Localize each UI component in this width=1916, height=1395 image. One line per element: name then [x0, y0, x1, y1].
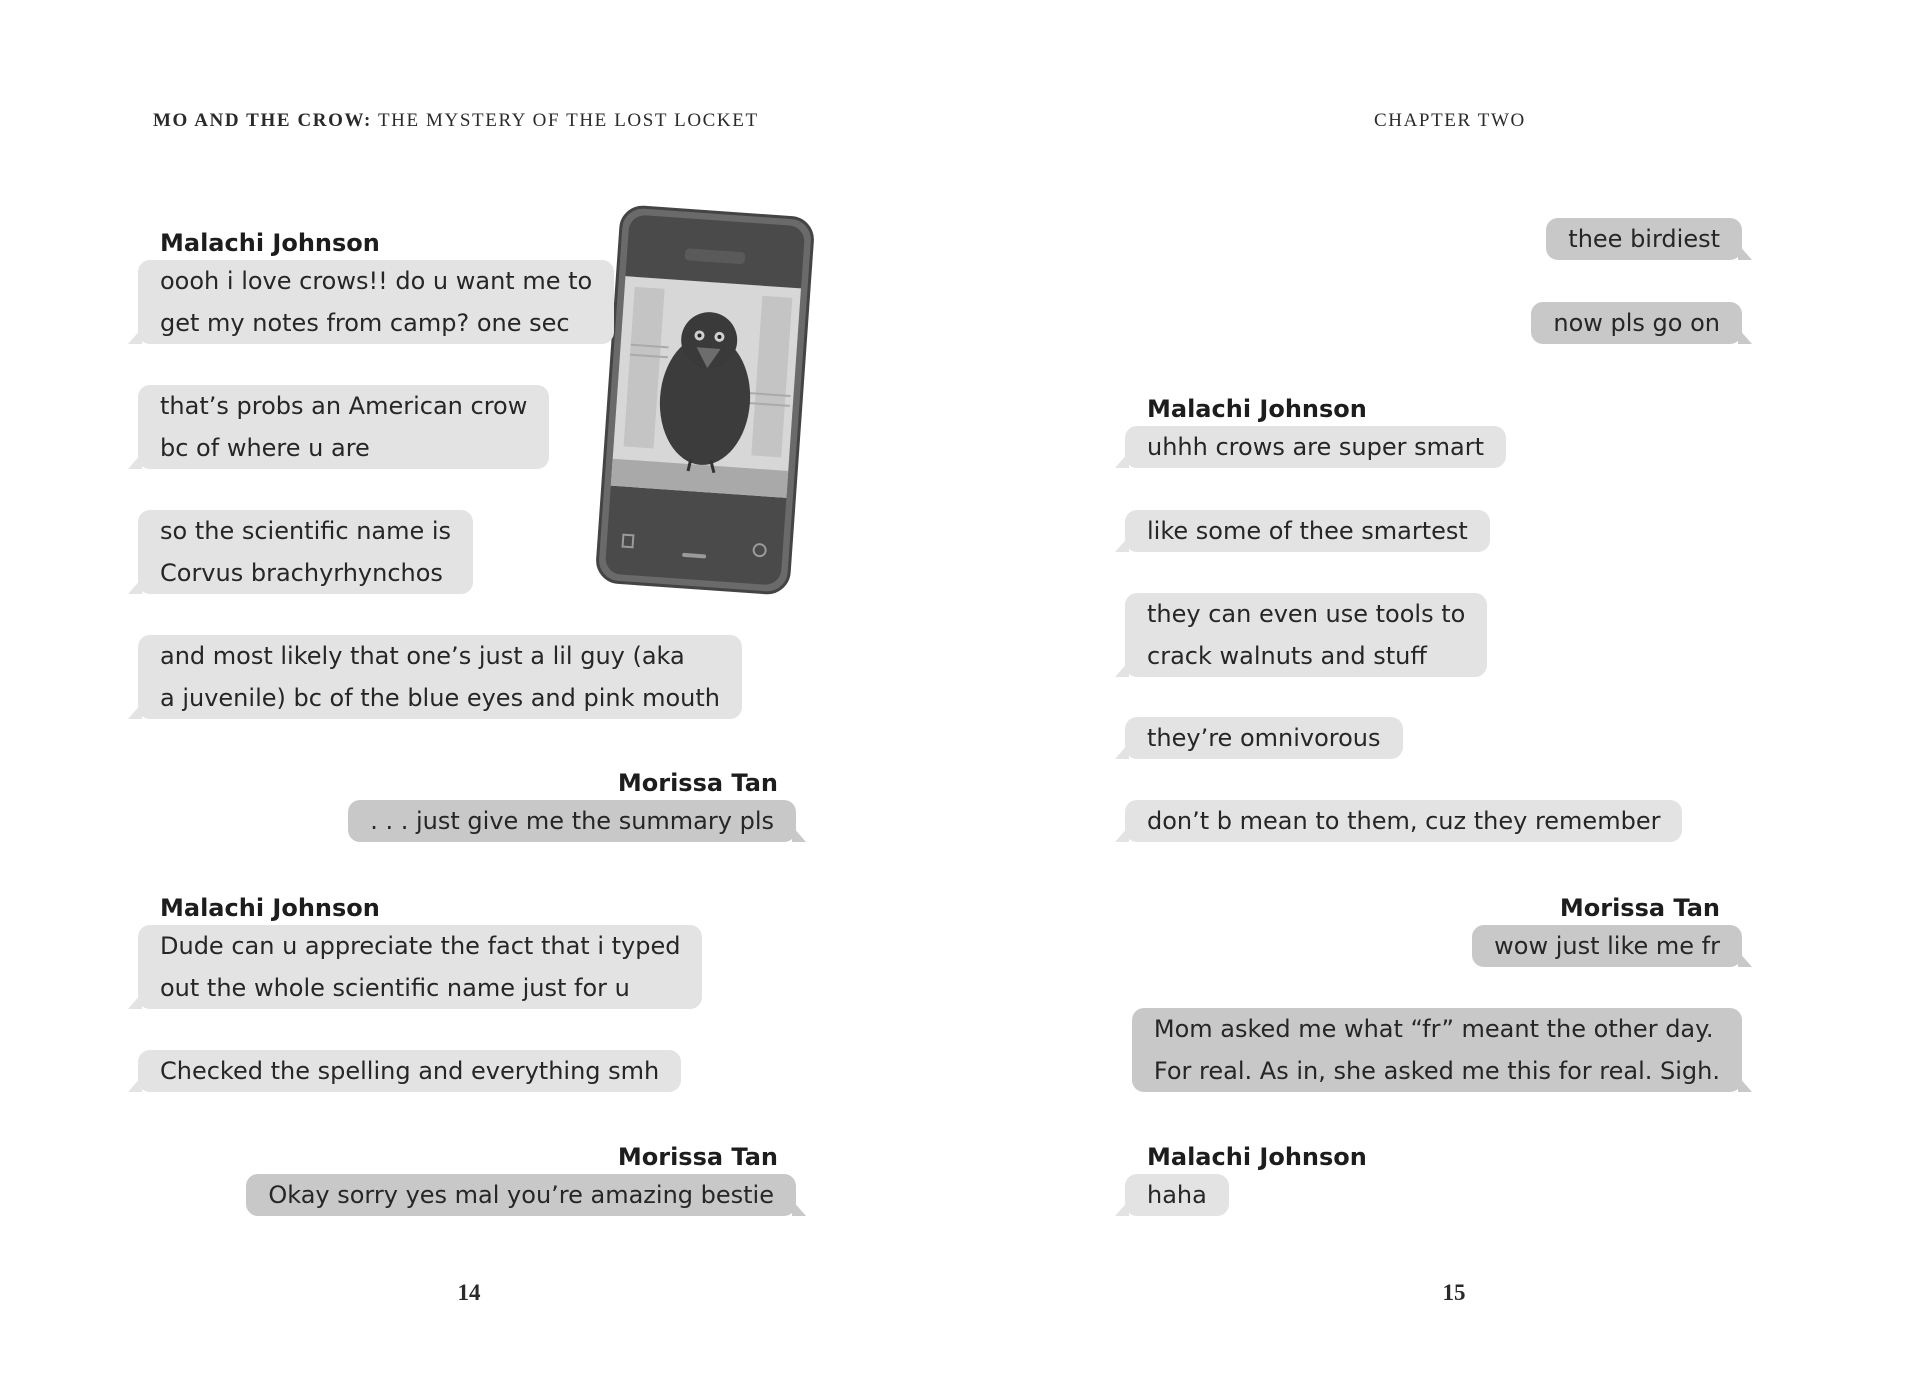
message-bubble [1125, 717, 1403, 759]
message-line: oooh i love crows!! do u want me to [160, 267, 593, 295]
message-bubble [138, 510, 473, 594]
message-line: haha [1147, 1181, 1207, 1209]
message-bubble [138, 925, 702, 1009]
message-bubble [138, 260, 614, 344]
page-number: 15 [1442, 1280, 1466, 1305]
message-bubble [348, 800, 796, 842]
message-line: that’s probs an American crow [160, 392, 528, 420]
message-line: they’re omnivorous [1147, 724, 1381, 752]
message-line: they can even use tools to [1147, 600, 1466, 628]
message-line: now pls go on [1553, 309, 1720, 337]
message-line: a juvenile) bc of the blue eyes and pink mouth [160, 684, 721, 712]
message-bubble [1132, 1008, 1742, 1092]
message-line: . . . just give me the summary pls [370, 807, 774, 835]
sender-name: Morissa Tan [617, 769, 778, 797]
page-number: 14 [457, 1280, 481, 1305]
running-head-right: CHAPTER TWO [1374, 110, 1526, 131]
message-line: uhhh crows are super smart [1147, 433, 1484, 461]
message-bubble [1125, 800, 1682, 842]
sender-name: Malachi Johnson [160, 894, 380, 922]
book-subtitle: THE MYSTERY OF THE LOST LOCKET [371, 110, 759, 131]
message-line: Mom asked me what “fr” meant the other day. [1153, 1015, 1714, 1043]
message-bubble [138, 635, 742, 719]
message-bubble [1531, 302, 1742, 344]
running-head-left [153, 110, 759, 132]
message-bubble [138, 1050, 681, 1092]
book-title: MO AND THE CROW: [153, 110, 372, 131]
sender-name: Malachi Johnson [1147, 1143, 1367, 1171]
sender-name: Morissa Tan [617, 1143, 778, 1171]
message-bubble [1125, 426, 1506, 468]
message-line: bc of where u are [160, 434, 370, 462]
message-line: don’t b mean to them, cuz they remember [1147, 807, 1661, 835]
message-bubble [1546, 218, 1742, 260]
message-line: crack walnuts and stuff [1147, 642, 1427, 670]
message-line: For real. As in, she asked me this for real. Sigh. [1153, 1057, 1720, 1085]
message-line: out the whole scientific name just for u [160, 974, 630, 1002]
message-bubble [1125, 1174, 1229, 1216]
sender-name: Malachi Johnson [160, 229, 380, 257]
message-line: so the scientific name is [160, 517, 452, 545]
message-line: wow just like me fr [1494, 932, 1720, 960]
sender-name: Malachi Johnson [1147, 395, 1367, 423]
message-line: Checked the spelling and everything smh [160, 1057, 660, 1085]
message-line: thee birdiest [1568, 225, 1720, 253]
message-line: Corvus brachyrhynchos [160, 559, 443, 587]
message-bubble [138, 385, 549, 469]
message-line: get my notes from camp? one sec [160, 309, 570, 337]
right-page [958, 0, 1916, 1395]
message-line: and most likely that one’s just a lil guy (aka [160, 642, 685, 670]
sender-name: Morissa Tan [1559, 894, 1720, 922]
message-bubble [1125, 593, 1487, 677]
message-line: like some of thee smartest [1147, 517, 1468, 545]
message-bubble [1472, 925, 1742, 967]
message-bubble [246, 1174, 796, 1216]
message-line: Dude can u appreciate the fact that i typed [160, 932, 681, 960]
crow-photo-on-phone-illustration [592, 203, 818, 596]
message-bubble [1125, 510, 1490, 552]
message-line: Okay sorry yes mal you’re amazing bestie [268, 1181, 774, 1209]
